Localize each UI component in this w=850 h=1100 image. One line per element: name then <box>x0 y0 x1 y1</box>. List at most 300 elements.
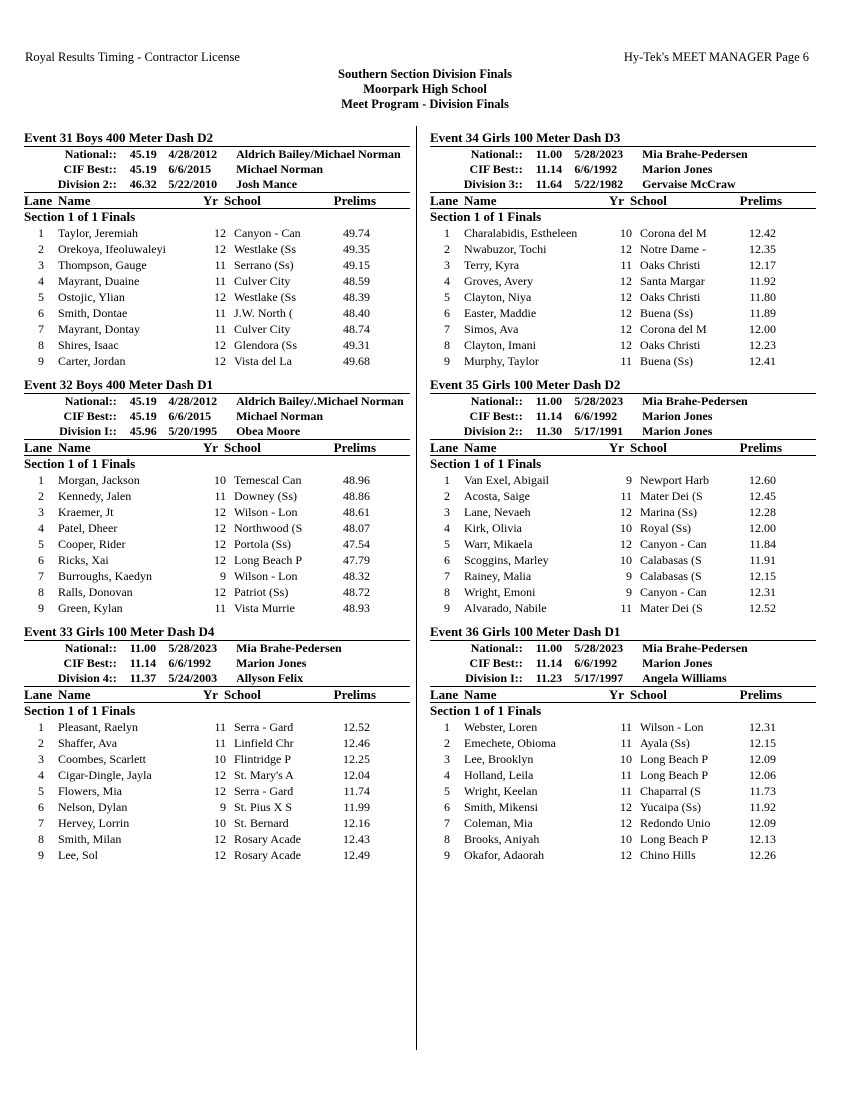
event-block <box>430 377 816 616</box>
athlete-name: Emechete, Obioma <box>464 736 556 750</box>
yr-header: Yr <box>608 440 624 455</box>
record-label: Division 2:: <box>57 177 117 191</box>
entry-row <box>24 337 410 353</box>
prelim-time: 49.74 <box>343 226 370 240</box>
prelim-time: 49.68 <box>343 354 370 368</box>
lane-number: 2 <box>38 489 44 503</box>
record-holder: Marion Jones <box>642 409 713 423</box>
athlete-year: 12 <box>214 290 226 304</box>
school-name: Culver City <box>234 322 291 336</box>
athlete-name: Smith, Milan <box>58 832 122 846</box>
prelim-time: 49.31 <box>343 338 370 352</box>
record-date: 5/20/1995 <box>168 424 218 438</box>
lane-number: 4 <box>38 768 44 782</box>
entry-row <box>24 353 410 369</box>
column-headers <box>430 440 816 456</box>
school-name: Canyon - Can <box>640 585 707 599</box>
lane-number: 8 <box>444 585 450 599</box>
athlete-year: 12 <box>214 585 226 599</box>
yr-header: Yr <box>202 440 218 455</box>
athlete-year: 9 <box>626 585 632 599</box>
school-name: Rosary Acade <box>234 832 301 846</box>
entry-row <box>430 568 816 584</box>
athlete-name: Ricks, Xai <box>58 553 109 567</box>
record-line <box>430 162 816 177</box>
athlete-name: Simos, Ava <box>464 322 519 336</box>
school-name: St. Pius X S <box>234 800 293 814</box>
athlete-year: 10 <box>620 553 632 567</box>
record-holder: Gervaise McCraw <box>642 177 736 191</box>
record-label: CIF Best:: <box>63 162 117 176</box>
record-label: National:: <box>470 394 523 408</box>
entry-row <box>24 719 410 735</box>
school-name: Westlake (Ss <box>234 290 297 304</box>
school-name: Oaks Christi <box>640 338 701 352</box>
record-date: 4/28/2012 <box>168 147 218 161</box>
record-mark: 11.14 <box>535 409 563 423</box>
athlete-name: Van Exel, Abigail <box>464 473 549 487</box>
prelim-time: 12.13 <box>749 832 776 846</box>
entry-row <box>430 735 816 751</box>
athlete-name: Shaffer, Ava <box>58 736 118 750</box>
record-holder: Mia Brahe-Pedersen <box>642 394 748 408</box>
school-name: Santa Margar <box>640 274 705 288</box>
athlete-name: Nwabuzor, Tochi <box>464 242 547 256</box>
athlete-year: 12 <box>620 505 632 519</box>
event-title: Event 36 Girls 100 Meter Dash D1 <box>430 624 816 641</box>
athlete-name: Charalabidis, Estheleen <box>464 226 578 240</box>
section-heading: Section 1 of 1 Finals <box>430 209 542 224</box>
athlete-name: Murphy, Taylor <box>464 354 539 368</box>
athlete-name: Terry, Kyra <box>464 258 520 272</box>
athlete-name: Patel, Dheer <box>58 521 118 535</box>
athlete-year: 11 <box>620 736 632 750</box>
prelim-time: 48.40 <box>343 306 370 320</box>
record-label: CIF Best:: <box>469 162 523 176</box>
record-label: CIF Best:: <box>469 409 523 423</box>
event-block <box>430 624 816 863</box>
lane-number: 4 <box>38 521 44 535</box>
prelim-time: 12.00 <box>749 521 776 535</box>
athlete-year: 12 <box>620 290 632 304</box>
school-name: Portola (Ss) <box>234 537 291 551</box>
entry-row <box>430 783 816 799</box>
prelim-time: 12.43 <box>343 832 370 846</box>
prelim-time: 48.59 <box>343 274 370 288</box>
prelim-time: 12.00 <box>749 322 776 336</box>
entry-row <box>430 552 816 568</box>
athlete-year: 12 <box>214 226 226 240</box>
athlete-year: 11 <box>620 354 632 368</box>
school-header: School <box>630 193 667 208</box>
entry-row <box>430 289 816 305</box>
record-date: 5/17/1991 <box>574 424 624 438</box>
lane-number: 3 <box>38 752 44 766</box>
lane-header: Lane <box>430 687 459 702</box>
entry-row <box>24 831 410 847</box>
athlete-year: 10 <box>214 473 226 487</box>
athlete-year: 12 <box>214 242 226 256</box>
athlete-name: Easter, Maddie <box>464 306 537 320</box>
athlete-name: Webster, Loren <box>464 720 538 734</box>
record-line <box>24 394 410 409</box>
school-name: Calabasas (S <box>640 569 702 583</box>
record-date: 6/6/1992 <box>574 409 618 423</box>
event-title: Event 35 Girls 100 Meter Dash D2 <box>430 377 816 394</box>
athlete-name: Green, Kylan <box>58 601 123 615</box>
record-date: 6/6/1992 <box>168 656 212 670</box>
record-date: 6/6/1992 <box>574 162 618 176</box>
athlete-year: 12 <box>214 768 226 782</box>
athlete-year: 12 <box>620 338 632 352</box>
prelim-time: 12.15 <box>749 569 776 583</box>
lane-number: 3 <box>444 258 450 272</box>
lane-number: 2 <box>444 489 450 503</box>
school-name: Serra - Gard <box>234 720 294 734</box>
column-headers <box>430 193 816 209</box>
record-date: 5/28/2023 <box>574 641 624 655</box>
lane-number: 8 <box>444 832 450 846</box>
record-holder: Michael Norman <box>236 409 324 423</box>
record-date: 6/6/2015 <box>168 409 212 423</box>
entry-row <box>24 504 410 520</box>
school-header: School <box>224 193 261 208</box>
athlete-year: 12 <box>620 537 632 551</box>
license-header: Royal Results Timing - Contractor License <box>25 50 240 64</box>
event-block <box>24 130 410 369</box>
school-name: Calabasas (S <box>640 553 702 567</box>
entry-row <box>24 536 410 552</box>
record-holder: Marion Jones <box>642 162 713 176</box>
entry-row <box>430 584 816 600</box>
record-holder: Aldrich Bailey/.Michael Norman <box>236 394 404 408</box>
record-date: 5/24/2003 <box>168 671 218 685</box>
school-name: Buena (Ss) <box>640 354 693 368</box>
yr-header: Yr <box>202 687 218 702</box>
school-name: Corona del M <box>640 322 707 336</box>
record-mark: 11.14 <box>535 656 563 670</box>
lane-number: 8 <box>38 585 44 599</box>
yr-header: Yr <box>202 193 218 208</box>
entry-row <box>24 273 410 289</box>
event-title: Event 31 Boys 400 Meter Dash D2 <box>24 130 410 147</box>
record-date: 6/6/1992 <box>574 656 618 670</box>
name-header: Name <box>464 440 497 455</box>
athlete-name: Acosta, Saige <box>464 489 530 503</box>
entry-row <box>430 321 816 337</box>
entry-row <box>430 831 816 847</box>
athlete-name: Kraemer, Jt <box>58 505 114 519</box>
lane-number: 3 <box>38 258 44 272</box>
athlete-year: 11 <box>214 736 226 750</box>
athlete-name: Carter, Jordan <box>58 354 126 368</box>
record-date: 4/28/2012 <box>168 394 218 408</box>
record-holder: Allyson Felix <box>236 671 304 685</box>
school-name: Flintridge P <box>234 752 292 766</box>
lane-header: Lane <box>430 193 459 208</box>
prelim-time: 12.28 <box>749 505 776 519</box>
athlete-year: 11 <box>620 601 632 615</box>
athlete-name: Nelson, Dylan <box>58 800 128 814</box>
lane-number: 9 <box>38 848 44 862</box>
record-mark: 11.00 <box>535 147 563 161</box>
lane-number: 2 <box>38 242 44 256</box>
school-name: Patriot (Ss) <box>234 585 289 599</box>
record-mark: 11.00 <box>535 641 563 655</box>
school-name: Westlake (Ss <box>234 242 297 256</box>
athlete-year: 11 <box>214 322 226 336</box>
record-label: National:: <box>64 641 117 655</box>
athlete-year: 10 <box>620 226 632 240</box>
lane-number: 7 <box>444 569 450 583</box>
athlete-name: Mayrant, Dontay <box>58 322 140 336</box>
school-name: Buena (Ss) <box>640 306 693 320</box>
athlete-name: Wright, Emoni <box>464 585 536 599</box>
lane-header: Lane <box>24 193 53 208</box>
athlete-year: 12 <box>214 338 226 352</box>
prelim-time: 12.52 <box>343 720 370 734</box>
athlete-year: 10 <box>620 752 632 766</box>
entry-row <box>24 751 410 767</box>
lane-number: 7 <box>444 322 450 336</box>
athlete-year: 12 <box>214 521 226 535</box>
record-mark: 11.64 <box>535 177 563 191</box>
prelim-time: 48.61 <box>343 505 370 519</box>
entry-row <box>24 783 410 799</box>
record-date: 6/6/2015 <box>168 162 212 176</box>
event-block <box>24 377 410 616</box>
lane-number: 8 <box>38 832 44 846</box>
lane-number: 9 <box>38 354 44 368</box>
name-header: Name <box>58 440 91 455</box>
prelims-header: Prelims <box>333 440 376 455</box>
record-line <box>430 409 816 424</box>
record-line <box>430 656 816 671</box>
athlete-name: Pleasant, Raelyn <box>58 720 138 734</box>
record-mark: 11.00 <box>129 641 157 655</box>
lane-number: 5 <box>444 784 450 798</box>
athlete-year: 12 <box>214 354 226 368</box>
lane-number: 8 <box>444 338 450 352</box>
school-name: Wilson - Lon <box>234 505 298 519</box>
event-block <box>24 624 410 863</box>
lane-header: Lane <box>430 440 459 455</box>
lane-number: 1 <box>38 720 44 734</box>
lane-number: 6 <box>38 553 44 567</box>
meet-title-line: Meet Program - Division Finals <box>341 97 509 111</box>
lane-number: 9 <box>38 601 44 615</box>
column-divider <box>416 126 417 1050</box>
lane-number: 1 <box>444 720 450 734</box>
record-mark: 11.37 <box>129 671 157 685</box>
school-name: Long Beach P <box>640 768 708 782</box>
prelim-time: 48.39 <box>343 290 370 304</box>
record-line <box>430 671 816 687</box>
lane-number: 5 <box>444 537 450 551</box>
athlete-name: Thompson, Gauge <box>58 258 147 272</box>
record-holder: Obea Moore <box>236 424 301 438</box>
section-heading: Section 1 of 1 Finals <box>24 209 136 224</box>
record-label: CIF Best:: <box>469 656 523 670</box>
prelim-time: 49.15 <box>343 258 370 272</box>
section-heading: Section 1 of 1 Finals <box>24 456 136 471</box>
prelim-time: 12.42 <box>749 226 776 240</box>
name-header: Name <box>58 687 91 702</box>
record-label: Division 4:: <box>57 671 117 685</box>
prelim-time: 12.17 <box>749 258 776 272</box>
school-name: Canyon - Can <box>234 226 301 240</box>
record-label: National:: <box>64 147 117 161</box>
yr-header: Yr <box>608 687 624 702</box>
column-headers <box>430 687 816 703</box>
record-line <box>24 147 410 162</box>
athlete-year: 12 <box>620 274 632 288</box>
school-name: Yucaipa (Ss) <box>640 800 701 814</box>
lane-number: 4 <box>38 274 44 288</box>
entry-row <box>430 815 816 831</box>
athlete-name: Mayrant, Duaine <box>58 274 140 288</box>
record-label: CIF Best:: <box>63 409 117 423</box>
athlete-year: 11 <box>214 601 226 615</box>
athlete-name: Ralls, Donovan <box>58 585 133 599</box>
record-holder: Josh Mance <box>236 177 298 191</box>
athlete-name: Rainey, Malia <box>464 569 532 583</box>
record-mark: 45.19 <box>129 394 157 408</box>
athlete-name: Coleman, Mia <box>464 816 533 830</box>
prelim-time: 48.86 <box>343 489 370 503</box>
prelim-time: 12.31 <box>749 720 776 734</box>
event-title: Event 32 Boys 400 Meter Dash D1 <box>24 377 410 394</box>
entry-row <box>430 353 816 369</box>
record-label: National:: <box>470 147 523 161</box>
athlete-name: Hervey, Lorrin <box>58 816 130 830</box>
entry-row <box>430 504 816 520</box>
lane-number: 3 <box>38 505 44 519</box>
lane-number: 9 <box>444 601 450 615</box>
athlete-year: 11 <box>620 784 632 798</box>
prelim-time: 12.45 <box>749 489 776 503</box>
record-date: 5/22/2010 <box>168 177 218 191</box>
entry-row <box>430 799 816 815</box>
athlete-name: Lee, Sol <box>58 848 98 862</box>
athlete-name: Lane, Nevaeh <box>464 505 531 519</box>
athlete-year: 9 <box>220 569 226 583</box>
entry-row <box>24 767 410 783</box>
entry-row <box>24 257 410 273</box>
record-label: National:: <box>64 394 117 408</box>
athlete-name: Cooper, Rider <box>58 537 126 551</box>
lane-number: 5 <box>38 290 44 304</box>
school-name: Wilson - Lon <box>640 720 704 734</box>
athlete-year: 11 <box>214 258 226 272</box>
record-line <box>430 424 816 440</box>
prelim-time: 12.25 <box>343 752 370 766</box>
entry-row <box>24 520 410 536</box>
entry-row <box>430 536 816 552</box>
lane-number: 6 <box>38 800 44 814</box>
school-name: Glendora (Ss <box>234 338 297 352</box>
lane-number: 6 <box>444 553 450 567</box>
athlete-year: 12 <box>214 832 226 846</box>
lane-number: 2 <box>444 242 450 256</box>
lane-number: 7 <box>444 816 450 830</box>
athlete-year: 12 <box>620 848 632 862</box>
entry-row <box>24 815 410 831</box>
lane-number: 7 <box>38 322 44 336</box>
school-name: Northwood (S <box>234 521 303 535</box>
athlete-name: Coombes, Scarlett <box>58 752 146 766</box>
prelim-time: 11.84 <box>749 537 776 551</box>
entry-row <box>24 584 410 600</box>
school-name: Canyon - Can <box>640 537 707 551</box>
school-name: Long Beach P <box>640 832 708 846</box>
athlete-name: Okafor, Adaorah <box>464 848 545 862</box>
athlete-name: Scoggins, Marley <box>464 553 549 567</box>
athlete-year: 12 <box>214 505 226 519</box>
athlete-name: Lee, Brooklyn <box>464 752 534 766</box>
school-name: Long Beach P <box>234 553 302 567</box>
school-name: Royal (Ss) <box>640 521 691 535</box>
record-line <box>430 147 816 162</box>
athlete-year: 11 <box>620 768 632 782</box>
prelim-time: 12.35 <box>749 242 776 256</box>
lane-number: 4 <box>444 768 450 782</box>
record-label: Division I:: <box>59 424 117 438</box>
entry-row <box>430 241 816 257</box>
school-name: Oaks Christi <box>640 258 701 272</box>
entry-row <box>430 520 816 536</box>
entry-row <box>430 600 816 616</box>
athlete-name: Clayton, Niya <box>464 290 532 304</box>
athlete-year: 10 <box>214 816 226 830</box>
entry-row <box>24 799 410 815</box>
lane-number: 1 <box>38 473 44 487</box>
record-holder: Angela Williams <box>642 671 727 685</box>
entry-row <box>24 600 410 616</box>
lane-number: 1 <box>444 473 450 487</box>
lane-number: 6 <box>38 306 44 320</box>
prelim-time: 11.92 <box>749 274 776 288</box>
left-column <box>24 130 410 871</box>
entry-row <box>430 488 816 504</box>
lane-number: 1 <box>38 226 44 240</box>
prelim-time: 11.99 <box>343 800 370 814</box>
school-name: Chaparral (S <box>640 784 701 798</box>
lane-number: 9 <box>444 848 450 862</box>
record-mark: 45.96 <box>129 424 157 438</box>
school-name: St. Mary's A <box>234 768 294 782</box>
prelims-header: Prelims <box>333 687 376 702</box>
record-date: 5/17/1997 <box>574 671 624 685</box>
athlete-year: 12 <box>620 242 632 256</box>
prelim-time: 12.26 <box>749 848 776 862</box>
entry-row <box>430 472 816 488</box>
lane-header: Lane <box>24 440 53 455</box>
prelim-time: 12.60 <box>749 473 776 487</box>
athlete-name: Brooks, Aniyah <box>464 832 540 846</box>
prelim-time: 12.16 <box>343 816 370 830</box>
entry-row <box>24 472 410 488</box>
school-header: School <box>630 687 667 702</box>
meet-title-line: Moorpark High School <box>363 82 487 96</box>
prelim-time: 47.79 <box>343 553 370 567</box>
athlete-year: 12 <box>620 800 632 814</box>
school-name: St. Bernard <box>234 816 289 830</box>
athlete-name: Clayton, Imani <box>464 338 536 352</box>
athlete-name: Wright, Keelan <box>464 784 538 798</box>
school-name: Wilson - Lon <box>234 569 298 583</box>
school-name: Ayala (Ss) <box>640 736 690 750</box>
